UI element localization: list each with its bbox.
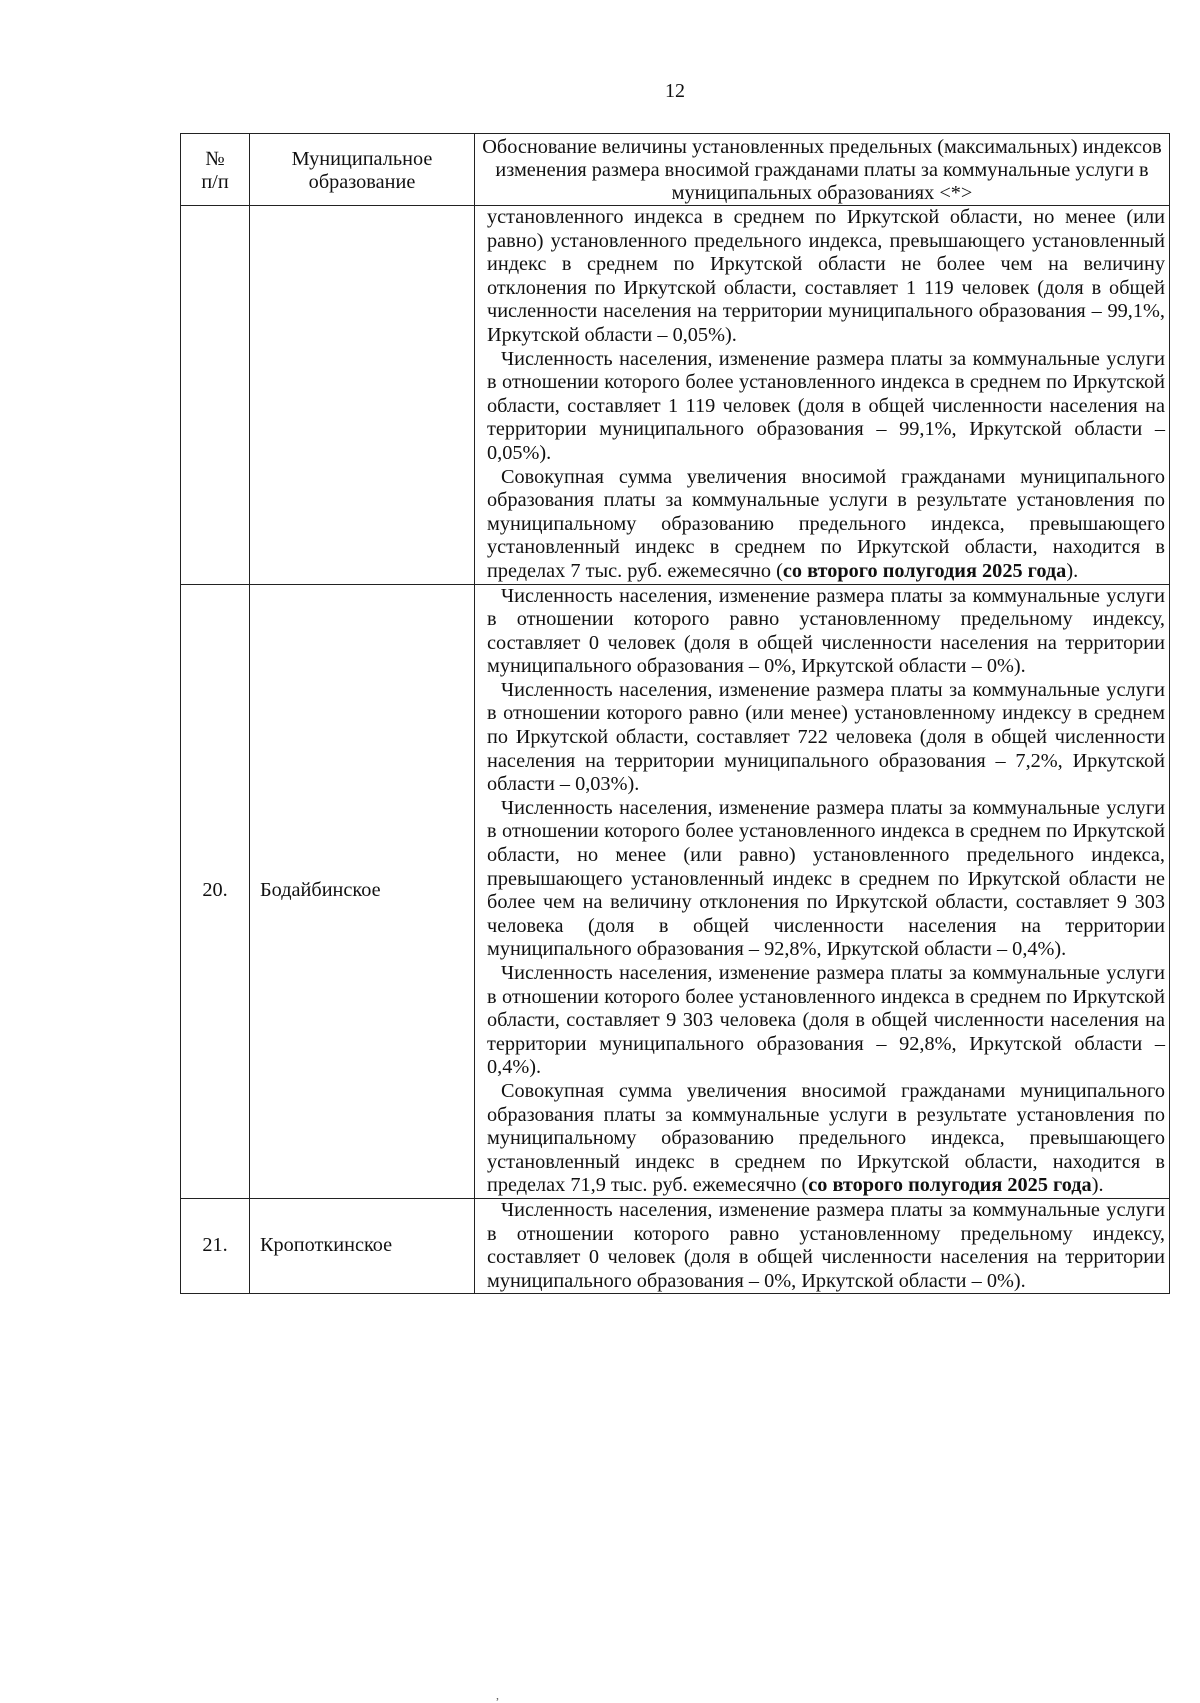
paragraph-tail: ). — [1091, 1174, 1104, 1197]
justification-paragraph — [487, 797, 1165, 962]
row-municipality: Кропоткинское — [250, 1198, 475, 1293]
row-justification — [475, 206, 1170, 585]
scan-mark: , — [496, 1688, 499, 1702]
table-body — [181, 206, 1170, 1294]
paragraph-text: Совокупная сумма увеличения вносимой гражданами муниципального образования платы за коммунальные услуги в результате установления по муниципальному образованию предельного индекса, превышающего установленный индекс в среднем по Иркутской области, находится в пределах 71,9 тыс. руб. ежемесячно ( — [487, 1079, 1165, 1197]
row-municipality — [250, 206, 475, 585]
justification-paragraph — [487, 1199, 1165, 1293]
justification-paragraph — [487, 466, 1165, 584]
justification-paragraph — [487, 1080, 1165, 1198]
justification-paragraph — [487, 585, 1165, 679]
table-row — [181, 584, 1170, 1198]
paragraph-text: установленного индекса в среднем по Иркутской области, но менее (или равно) установленного предельного индекса, превышающего установленный индекс в среднем по Иркутской области не более чем на величину отклонения по Иркутской области, составляет 1 119 человек (доля в общей численности населения на территории муниципального образования – 99,1%, Иркутской области – 0,05%). — [487, 206, 1165, 346]
row-number: 21. — [181, 1198, 250, 1293]
paragraph-text: Численность населения, изменение размера платы за коммунальные услуги в отношении которого равно установленному предельному индексу, составляет 0 человек (доля в общей численности населения на территории муниципального образования – 0%, Иркутской области – 0%). — [487, 1198, 1165, 1292]
header-justification: Обоснование величины установленных предельных (максимальных) индексов изменения размера вносимой гражданами платы за коммунальные услуги в муниципальных образованиях <*> — [475, 134, 1170, 206]
paragraph-tail: ). — [1066, 559, 1079, 582]
row-municipality: Бодайбинское — [250, 584, 475, 1198]
paragraph-text: Численность населения, изменение размера платы за коммунальные услуги в отношении которого равно установленному предельному индексу, составляет 0 человек (доля в общей численности населения на территории муниципального образования – 0%, Иркутской области – 0%). — [487, 584, 1165, 678]
justification-paragraph — [487, 962, 1165, 1080]
header-number: № п/п — [181, 134, 250, 206]
paragraph-text: Численность населения, изменение размера платы за коммунальные услуги в отношении которого равно (или менее) установленному индексу в среднем по Иркутской области, составляет 722 человека (доля в общей численности населения на территории муниципального образования – 7,2%, Иркутской области – 0,03%). — [487, 678, 1165, 796]
justification-paragraph — [487, 679, 1165, 797]
paragraph-text: Численность населения, изменение размера платы за коммунальные услуги в отношении которого более установленного индекса в среднем по Иркутской области, но менее (или равно) установленного предельного индекса, превышающего установленный индекс в среднем по Иркутской области не более чем на величину отклонения по Иркутской области, составляет 9 303 человека (доля в общей численности населения на территории муниципального образования – 92,8%, Иркутской области – 0,4%). — [487, 796, 1165, 961]
paragraph-text: Совокупная сумма увеличения вносимой гражданами муниципального образования платы за коммунальные услуги в результате установления по муниципальному образованию предельного индекса, превышающего установленный индекс в среднем по Иркутской области, находится в пределах 7 тыс. руб. ежемесячно ( — [487, 465, 1165, 582]
header-municipality: Муниципальное образование — [250, 134, 475, 206]
table-row — [181, 1198, 1170, 1293]
row-number: 20. — [181, 584, 250, 1198]
page-number: 12 — [665, 80, 685, 102]
row-justification — [475, 1198, 1170, 1293]
paragraph-period-bold: со второго полугодия 2025 года — [782, 559, 1067, 582]
paragraph-text: Численность населения, изменение размера платы за коммунальные услуги в отношении которого более установленного индекса в среднем по Иркутской области, составляет 9 303 человека (доля в общей численности населения на территории муниципального образования – 92,8%, Иркутской области – 0,4%). — [487, 962, 1165, 1079]
table-header-row — [181, 134, 1170, 206]
justification-paragraph — [487, 348, 1165, 466]
row-number — [181, 206, 250, 585]
row-justification — [475, 584, 1170, 1198]
justification-paragraph — [487, 206, 1165, 348]
justification-table — [180, 133, 1170, 1294]
paragraph-period-bold: со второго полугодия 2025 года — [808, 1174, 1092, 1197]
paragraph-text: Численность населения, изменение размера платы за коммунальные услуги в отношении которого более установленного индекса в среднем по Иркутской области, составляет 1 119 человек (доля в общей численности населения на территории муниципального образования – 99,1%, Иркутской области – 0,05%). — [487, 347, 1165, 464]
table-row — [181, 206, 1170, 585]
